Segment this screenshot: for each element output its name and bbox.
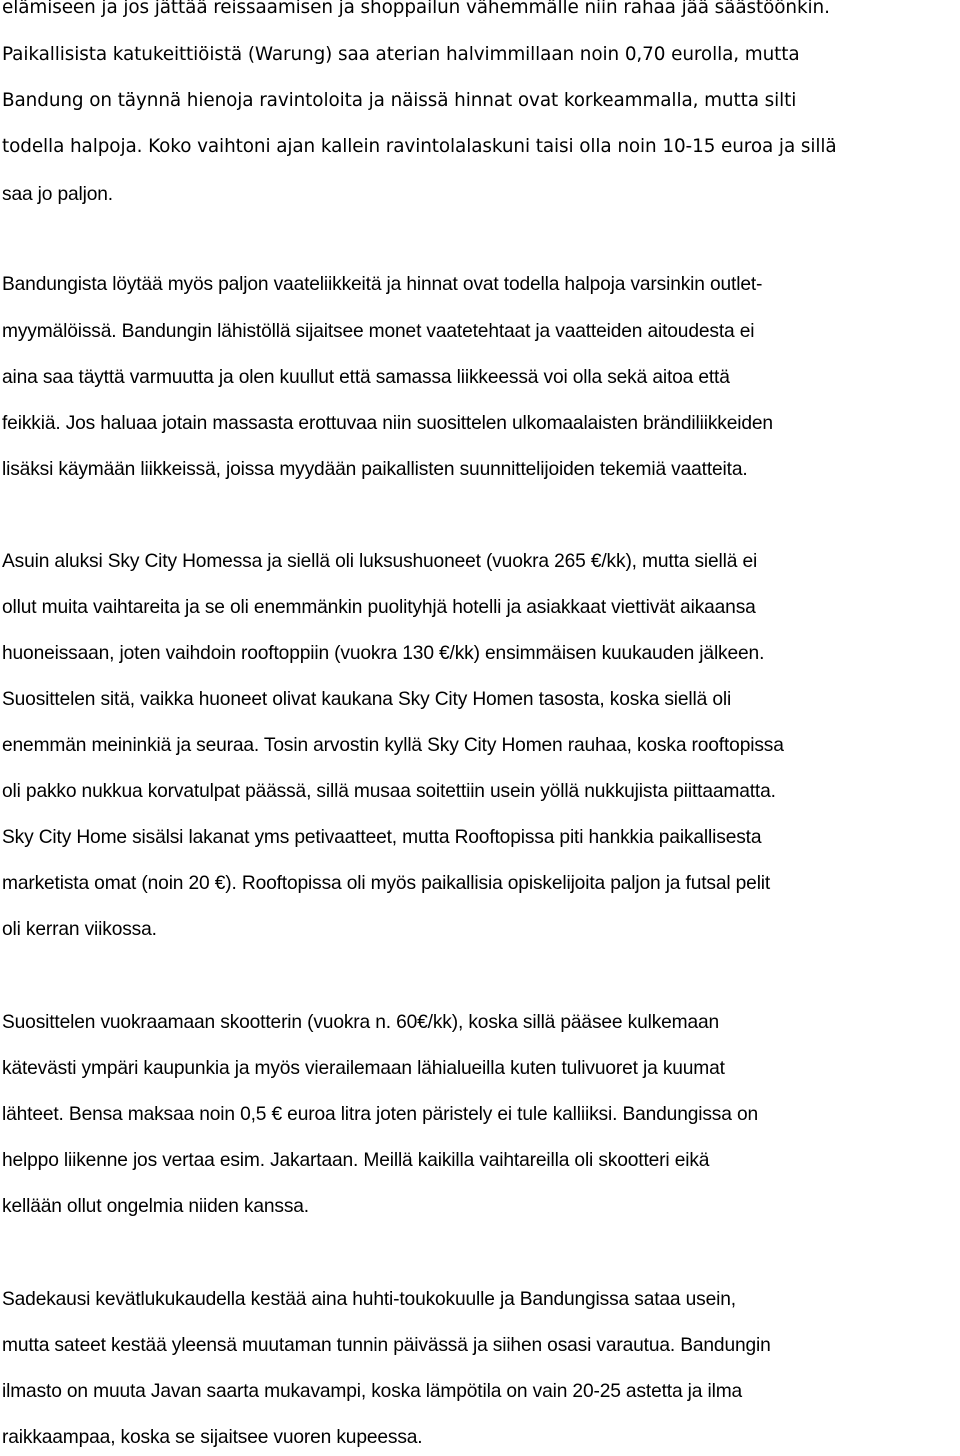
text-line: lähteet. Bensa maksaa noin 0,5 € euroa litra joten päristely ei tule kalliiksi. Bandungissa on [2, 1104, 758, 1125]
text-line: Sadekausi kevätlukukaudella kestää aina huhti-toukokuulle ja Bandungissa sataa usein, [2, 1289, 736, 1310]
text-line: ollut muita vaihtareita ja se oli enemmänkin puolityhjä hotelli ja asiakkaat viettivät aikaansa [2, 597, 756, 618]
text-line: raikkaampaa, koska se sijaitsee vuoren kupeessa. [2, 1427, 423, 1448]
text-line: helppo liikenne jos vertaa esim. Jakartaan. Meillä kaikilla vaihtareilla oli skootteri eikä [2, 1150, 710, 1171]
text-line: Sky City Home sisälsi lakanat yms petivaatteet, mutta Rooftopissa piti hankkia paikallisesta [2, 827, 762, 848]
text-line: aina saa täyttä varmuutta ja olen kuullut että samassa liikkeessä voi olla sekä aitoa että [2, 367, 730, 388]
text-line: Suosittelen vuokraamaan skootterin (vuokra n. 60€/kk), koska sillä pääsee kulkemaan [2, 1012, 720, 1033]
text-line: saa jo paljon. [2, 184, 113, 205]
text-line: Bandung on täynnä hienoja ravintoloita ja näissä hinnat ovat korkeammalla, mutta silti [2, 90, 797, 111]
text-line: feikkiä. Jos haluaa jotain massasta erottuvaa niin suosittelen ulkomaalaisten brändiliikkeiden [2, 413, 773, 434]
text-line: oli kerran viikossa. [2, 919, 157, 940]
text-line: lisäksi käymään liikkeissä, joissa myydään paikallisten suunnittelijoiden tekemiä vaatteita. [2, 459, 748, 480]
text-line: huoneissaan, joten vaihdoin rooftoppiin (vuokra 130 €/kk) ensimmäisen kuukauden jälkeen. [2, 643, 765, 664]
text-line: kellään ollut ongelmia niiden kanssa. [2, 1196, 309, 1217]
text-line: Asuin aluksi Sky City Homessa ja siellä oli luksushuoneet (vuokra 265 €/kk), mutta siellä ei [2, 551, 758, 572]
text-line: ilmasto on muuta Javan saarta mukavampi, koska lämpötila on vain 20-25 astetta ja ilma [2, 1381, 743, 1402]
text-line: Paikallisista katukeittiöistä (Warung) saa aterian halvimmillaan noin 0,70 eurolla, mutta [2, 44, 800, 65]
text-line: elämiseen ja jos jättää reissaamisen ja shoppailun vähemmälle niin rahaa jää säästöönkin. [2, 0, 830, 18]
text-line: todella halpoja. Koko vaihtoni ajan kallein ravintolalaskuni taisi olla noin 10-15 euroa ja sillä [2, 136, 837, 157]
text-line: enemmän meininkiä ja seuraa. Tosin arvostin kyllä Sky City Homen rauhaa, koska rooftopissa [2, 735, 784, 756]
text-line: kätevästi ympäri kaupunkia ja myös vierailemaan lähialueilla kuten tulivuoret ja kuumat [2, 1058, 725, 1079]
text-line: myymälöissä. Bandungin lähistöllä sijaitsee monet vaatetehtaat ja vaatteiden aitoudesta ei [2, 321, 755, 342]
text-line: oli pakko nukkua korvatulpat päässä, sillä musaa soitettiin usein yöllä nukkujista piittaamatta. [2, 781, 776, 802]
text-line: Bandungista löytää myös paljon vaateliikkeitä ja hinnat ovat todella halpoja varsinkin outlet- [2, 274, 763, 295]
text-line: Suosittelen sitä, vaikka huoneet olivat kaukana Sky City Homen tasosta, koska siellä oli [2, 689, 732, 710]
text-line: marketista omat (noin 20 €). Rooftopissa oli myös paikallisia opiskelijoita paljon ja futsal pelit [2, 873, 771, 894]
text-line: mutta sateet kestää yleensä muutaman tunnin päivässä ja siihen osasi varautua. Bandungin [2, 1335, 771, 1356]
